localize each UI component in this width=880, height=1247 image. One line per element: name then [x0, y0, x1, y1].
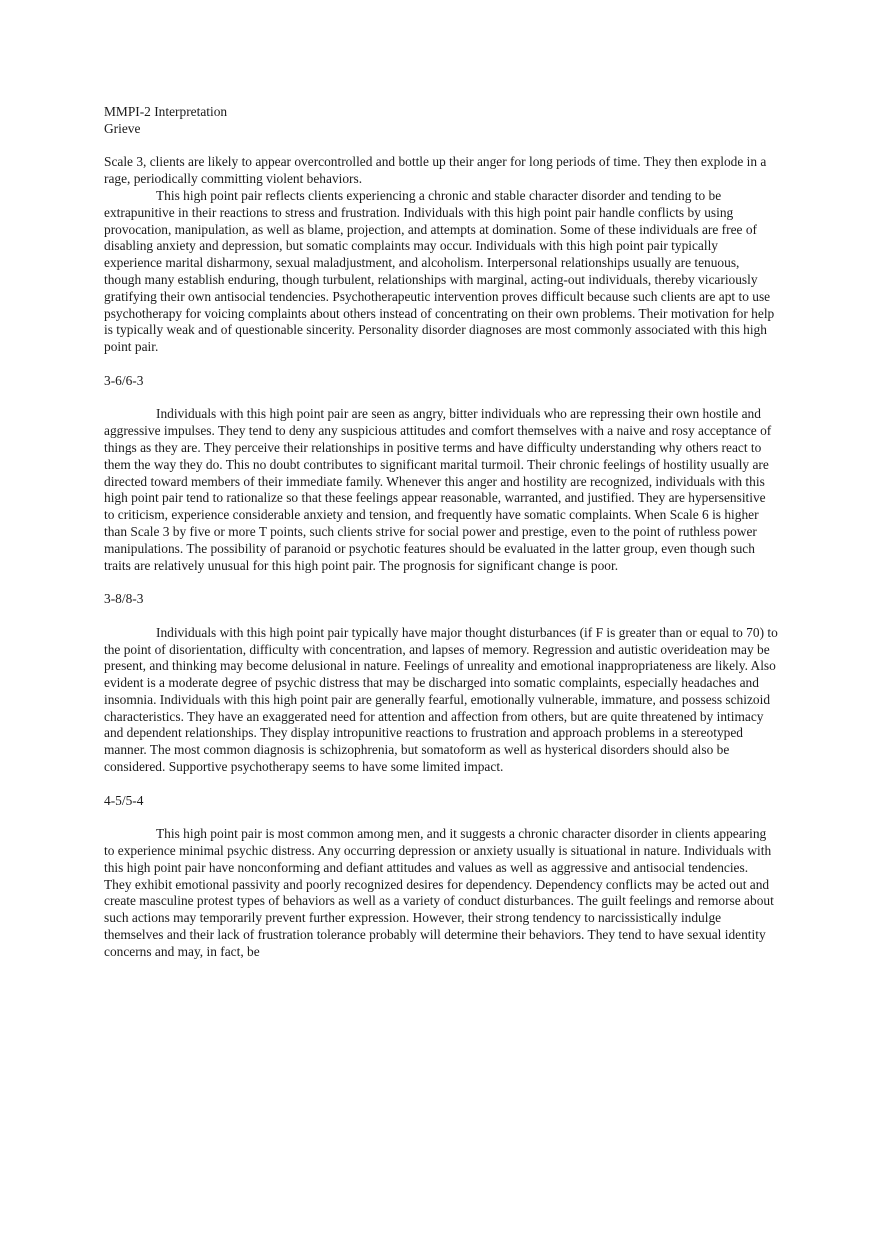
- section-heading-3-8: 3-8/8-3: [104, 591, 144, 607]
- intro-paragraph: This high point pair reflects clients experiencing a chronic and stable character disorder and tending to be extrapunitive in their reactions to stress and frustration. Individuals with this high point pair handle conflicts by using provocation, manipulation, as well as blame, projection, and attempts at domination. Some of these individuals are free of disabling anxiety and depression, but somatic complaints may occur. Individuals with this high point pair typically experience marital disharmony, sexual maladjustment, and alcoholism. Interpersonal relationships usually are tenuous, though many establish enduring, though turbulent, relationships with marginal, acting-out individuals, thereby vicariously gratifying their own antisocial tendencies. Psychotherapeutic intervention proves difficult because such clients are apt to use psychotherapy for voicing complaints about others instead of concentrating on their own problems. Their motivation for help is typically weak and of questionable sincerity. Personality disorder diagnoses are most commonly associated with this high point pair.: [104, 187, 775, 355]
- document-header: [104, 104, 778, 138]
- section-paragraph-3-8: Individuals with this high point pair typically have major thought disturbances (if F is greater than or equal to 70) to the point of disorientation, difficulty with concentration, and lapses of memory. Regression and autistic overideation may be present, and thinking may become delusional in nature. Feelings of unreality and emotional inappropriateness are likely. Also evident is a moderate degree of psychic distress that may be discharged into somatic complaints, especially headaches and insomnia. Individuals with this high point pair are generally fearful, emotionally vulnerable, immature, and possess schizoid characteristics. They have an exaggerated need for attention and affection from others, but are quite threatened by intimacy and dependent relationships. They display intropunitive reactions to frustration and approach problems in a stereotyped manner. The most common diagnosis is schizophrenia, but somatoform as well as hysterical disorders should also be considered. Supportive psychotherapy seems to have some limited impact.: [104, 624, 778, 775]
- section-heading-3-6: 3-6/6-3: [104, 372, 144, 388]
- intro-continuation: Scale 3, clients are likely to appear overcontrolled and bottle up their anger for long periods of time. They then explode in a rage, periodically committing violent behaviors.: [104, 154, 767, 187]
- document-title: MMPI-2 Interpretation: [104, 104, 228, 119]
- document-page: [104, 104, 778, 961]
- section-paragraph-4-5: This high point pair is most common among men, and it suggests a chronic character disorder in clients appearing to experience minimal psychic distress. Any occurring depression or anxiety usually is situational in nature. Individuals with this high point pair have nonconforming and defiant attitudes and values as well as aggressive and antisocial tendencies. They exhibit emotional passivity and poorly recognized desires for dependency. Dependency conflicts may be acted out and create masculine protest types of behaviors as well as a variety of conduct disturbances. The guilt feelings and remorse about such actions may temporarily prevent further expression. However, their strong tendency to narcissistically indulge themselves and their lack of frustration tolerance probably will determine their behaviors. They tend to have sexual identity concerns and may, in fact, be: [104, 826, 774, 959]
- section-heading-4-5: 4-5/5-4: [104, 792, 144, 808]
- document-author: Grieve: [104, 120, 141, 136]
- section-paragraph-3-6: Individuals with this high point pair are seen as angry, bitter individuals who are repressing their own hostile and aggressive impulses. They tend to deny any suspicious attitudes and comfort themselves with a naive and rosy acceptance of things as they are. They perceive their relationships in positive terms and have difficulty understanding why others react to them the way they do. This no doubt contributes to significant marital turmoil. Their chronic feelings of hostility usually are directed toward members of their immediate family. Whenever this anger and hostility are recognized, individuals with this high point pair tend to rationalize so that these feelings appear reasonable, warranted, and justified. They are hypersensitive to criticism, experience considerable anxiety and tension, and frequently have somatic complaints. When Scale 6 is higher than Scale 3 by five or more T points, such clients strive for social power and prestige, even to the point of ruthless power manipulations. The possibility of paranoid or psychotic features should be evaluated in the latter group, even though such traits are relatively unusual for this high point pair. The prognosis for significant change is poor.: [104, 406, 772, 573]
